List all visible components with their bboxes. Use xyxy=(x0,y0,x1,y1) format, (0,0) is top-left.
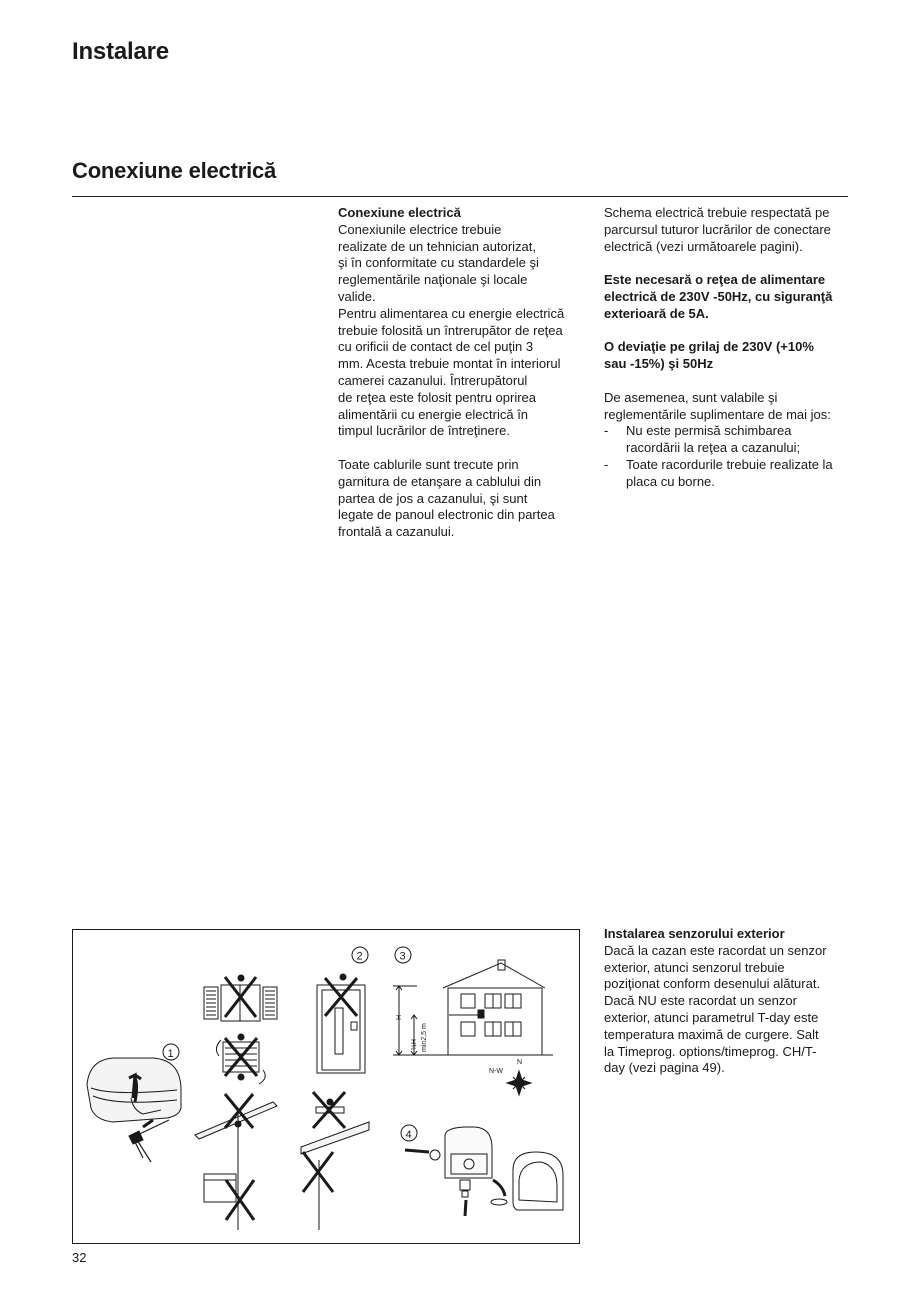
col1-line: Conexiunile electrice trebuie xyxy=(338,221,502,237)
outdoor-sensor-column xyxy=(604,926,850,1077)
forbidden-x-icon xyxy=(303,1152,333,1192)
power-supply-requirement: Este necesară o reţea de alimentare xyxy=(604,272,826,288)
col1-line: Toate cablurile sunt trecute prin xyxy=(338,456,519,472)
electrical-connection-column xyxy=(338,205,584,541)
screw-arrow-icon xyxy=(405,1150,429,1152)
screw-arrow-icon xyxy=(143,1120,153,1127)
forbidden-x-icon xyxy=(313,1092,345,1128)
power-supply-requirement: electrică de 230V -50Hz, cu siguranţă xyxy=(604,288,833,304)
north-west-label: N-W xyxy=(489,1068,503,1075)
height-label: H xyxy=(396,1014,403,1020)
col1-line: trebuie folosită un întrerupător de reţea xyxy=(338,322,563,338)
sensor-installation-figure xyxy=(72,929,580,1244)
col1-line: timpul lucrărilor de întreţinere. xyxy=(338,423,510,439)
step-4-label: 4 xyxy=(405,1129,412,1141)
voltage-deviation-note: O deviaţie pe grilaj de 230V (+10% xyxy=(604,339,814,355)
page-number: 32 xyxy=(72,1250,87,1265)
min-height-label: min2,5 m xyxy=(421,1023,428,1052)
step-2-label: 2 xyxy=(356,950,363,963)
page-title: Conexiune electrică xyxy=(72,158,277,183)
col1-line: Pentru alimentarea cu energie electrică xyxy=(338,305,565,321)
col3-line: exterior, atunci senzorul trebuie xyxy=(604,959,785,975)
col2-line: parcursul tuturor lucrărilor de conectare xyxy=(604,221,831,237)
col1-line: valide. xyxy=(338,288,376,304)
outdoor-sensor-heading: Instalarea senzorului exterior xyxy=(604,926,785,941)
title-divider xyxy=(72,196,848,197)
col3-line: poziţionat conform desenului alăturat. xyxy=(604,976,821,992)
col1-line: frontală a cazanului. xyxy=(338,524,455,540)
col3-line: day (vezi pagina 49). xyxy=(604,1060,725,1076)
col3-line: Dacă NU este racordat un senzor xyxy=(604,993,797,1009)
col2-line: electrică (vezi următoarele pagini). xyxy=(604,238,803,254)
door-icon xyxy=(317,974,365,1073)
col1-line: mm. Acesta trebuie montat în interiorul xyxy=(338,356,561,372)
list-item xyxy=(604,457,850,491)
list-item-line: placa cu borne. xyxy=(626,473,715,489)
col2-line: De asemenea, sunt valabile şi xyxy=(604,389,778,405)
forbidden-x-icon xyxy=(325,978,357,1016)
col1-line: reglementările naţionale şi locale xyxy=(338,272,528,288)
forbidden-x-icon xyxy=(226,1180,254,1220)
col2-line: Schema electrică trebuie respectată pe xyxy=(604,205,830,220)
col3-line: la Timeprog. options/timeprog. CH/T- xyxy=(604,1043,817,1059)
sensor-installation-drawing xyxy=(73,930,581,1245)
col3-line: exterior, atunci parametrul T-day este xyxy=(604,1009,819,1025)
col1-line: cu orificii de contact de cel puţin 3 xyxy=(338,339,534,355)
screw-icon xyxy=(430,1150,440,1160)
col2-line: reglementările suplimentare de mai jos: xyxy=(604,406,831,422)
list-item-line: Toate racordurile trebuie realizate la xyxy=(626,456,833,472)
step-3-label: 3 xyxy=(399,950,406,963)
col1-line: realizate de un tehnician autorizat, xyxy=(338,238,537,254)
half-height-label: ½H xyxy=(411,1039,418,1050)
voltage-deviation-note: sau -15%) şi 50Hz xyxy=(604,356,714,372)
list-item xyxy=(604,423,850,457)
section-title: Instalare xyxy=(72,38,169,65)
col1-line: alimentării cu energie electrică în xyxy=(338,406,529,422)
regulations-list xyxy=(604,423,850,490)
wall-sensor-icon xyxy=(445,1127,492,1216)
step-1-label: 1 xyxy=(167,1048,174,1060)
list-item-line: racordării la reţea a cazanului; xyxy=(626,440,801,456)
screwdriver-icon xyxy=(129,1120,169,1162)
col1-line: şi în conformitate cu standardele şi xyxy=(338,255,539,271)
power-supply-requirement: exterioară de 5A. xyxy=(604,305,709,321)
bullet-dash: - xyxy=(604,423,609,439)
col1-line: garnitura de etanşare a cablului din xyxy=(338,473,542,489)
cover-arrow-icon xyxy=(493,1180,505,1196)
col1-line: camerei cazanului. Întrerupătorul xyxy=(338,372,528,388)
compass-icon xyxy=(507,1071,531,1095)
col1-line: de reţea este folosit pentru oprirea xyxy=(338,389,537,405)
bullet-dash: - xyxy=(604,456,609,472)
list-item-line: Nu este permisă schimbarea xyxy=(626,423,792,439)
washer-icon xyxy=(491,1199,507,1205)
col3-line: temperatura maximă de curgere. Salt xyxy=(604,1026,819,1042)
requirements-column xyxy=(604,205,850,491)
electrical-connection-heading: Conexiune electrică xyxy=(338,205,461,220)
col1-line: legate de panoul electronic din partea xyxy=(338,507,555,523)
sensor-cover-icon xyxy=(513,1152,563,1210)
north-label: N xyxy=(517,1059,523,1066)
forbidden-x-icon xyxy=(225,1038,257,1076)
roof-eave-icon xyxy=(195,1102,277,1230)
col3-line: Dacă la cazan este racordat un senzor xyxy=(604,942,827,958)
col1-line: partea de jos a cazanului, şi sunt xyxy=(338,490,528,506)
